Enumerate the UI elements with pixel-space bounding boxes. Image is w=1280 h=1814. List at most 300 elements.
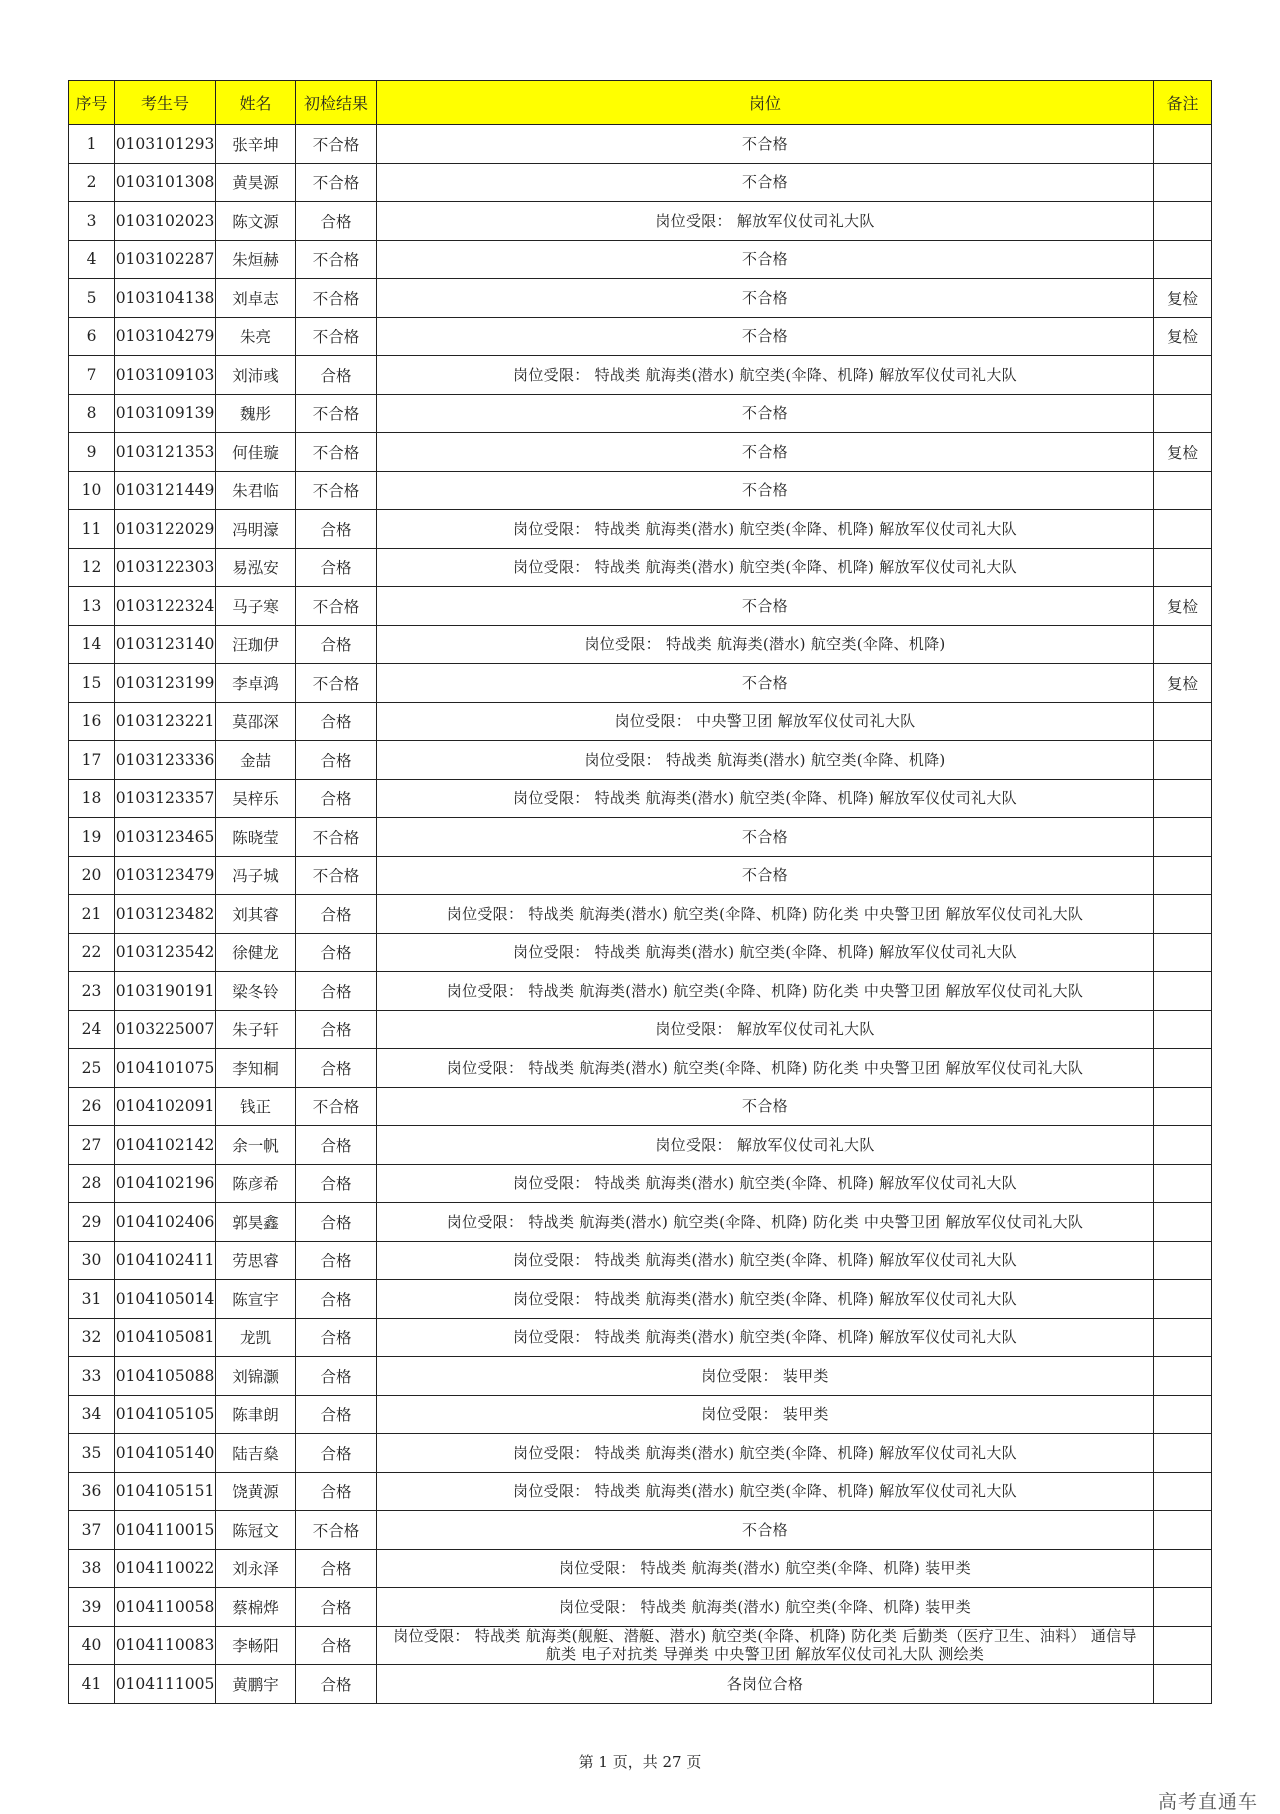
cell-note	[1154, 1049, 1212, 1088]
cell-post: 岗位受限： 特战类 航海类(潜水) 航空类(伞降、机降) 防化类 中央警卫团 解放军仪仗司礼大队	[377, 895, 1154, 934]
cell-note	[1154, 856, 1212, 895]
cell-post: 岗位受限： 特战类 航海类(潜水) 航空类(伞降、机降) 解放军仪仗司礼大队	[377, 1318, 1154, 1357]
cell-exam-id: 0104110083	[115, 1626, 216, 1665]
cell-exam-id: 0103225007	[115, 1010, 216, 1049]
cell-note	[1154, 1472, 1212, 1511]
cell-seq: 14	[69, 625, 115, 664]
header-result: 初检结果	[296, 81, 377, 125]
cell-seq: 12	[69, 548, 115, 587]
cell-name: 魏彤	[216, 394, 296, 433]
cell-note	[1154, 1511, 1212, 1550]
cell-seq: 39	[69, 1588, 115, 1627]
cell-note	[1154, 1087, 1212, 1126]
table-row	[69, 933, 1212, 972]
cell-post: 岗位受限： 特战类 航海类(舰艇、潜艇、潜水) 航空类(伞降、机降) 防化类 后勤类（医疗卫生、油料） 通信导航类 电子对抗类 导弹类 中央警卫团 解放军仪仗司礼大队 测绘类	[377, 1626, 1154, 1665]
cell-exam-id: 0103109103	[115, 356, 216, 395]
cell-note	[1154, 202, 1212, 241]
cell-name: 陈彦希	[216, 1164, 296, 1203]
cell-note: 复检	[1154, 279, 1212, 318]
cell-exam-id: 0103123465	[115, 818, 216, 857]
table-row	[69, 548, 1212, 587]
cell-note: 复检	[1154, 587, 1212, 626]
cell-note	[1154, 702, 1212, 741]
cell-name: 徐健龙	[216, 933, 296, 972]
table-row	[69, 972, 1212, 1011]
cell-result: 合格	[296, 702, 377, 741]
cell-exam-id: 0104102406	[115, 1203, 216, 1242]
cell-seq: 31	[69, 1280, 115, 1319]
cell-seq: 19	[69, 818, 115, 857]
cell-result: 不合格	[296, 317, 377, 356]
cell-name: 钱正	[216, 1087, 296, 1126]
cell-post: 岗位受限： 特战类 航海类(潜水) 航空类(伞降、机降) 装甲类	[377, 1549, 1154, 1588]
cell-seq: 27	[69, 1126, 115, 1165]
cell-post: 岗位受限： 特战类 航海类(潜水) 航空类(伞降、机降) 解放军仪仗司礼大队	[377, 1241, 1154, 1280]
cell-name: 陈冠文	[216, 1511, 296, 1550]
cell-exam-id: 0104101075	[115, 1049, 216, 1088]
table-row	[69, 702, 1212, 741]
table-row	[69, 1203, 1212, 1242]
cell-result: 合格	[296, 972, 377, 1011]
cell-result: 不合格	[296, 433, 377, 472]
cell-result: 合格	[296, 1472, 377, 1511]
cell-seq: 30	[69, 1241, 115, 1280]
cell-note	[1154, 1549, 1212, 1588]
cell-exam-id: 0103123199	[115, 664, 216, 703]
cell-name: 劳思睿	[216, 1241, 296, 1280]
cell-seq: 16	[69, 702, 115, 741]
cell-exam-id: 0104105151	[115, 1472, 216, 1511]
cell-note	[1154, 1280, 1212, 1319]
cell-note	[1154, 1010, 1212, 1049]
cell-post: 不合格	[377, 664, 1154, 703]
cell-note	[1154, 1126, 1212, 1165]
cell-note	[1154, 1395, 1212, 1434]
cell-result: 合格	[296, 1010, 377, 1049]
cell-note	[1154, 356, 1212, 395]
cell-exam-id: 0104111005	[115, 1665, 216, 1704]
cell-note	[1154, 625, 1212, 664]
cell-result: 合格	[296, 933, 377, 972]
cell-name: 马子寒	[216, 587, 296, 626]
cell-result: 合格	[296, 1395, 377, 1434]
cell-note	[1154, 895, 1212, 934]
table-body	[69, 125, 1212, 1704]
cell-result: 合格	[296, 356, 377, 395]
cell-result: 不合格	[296, 856, 377, 895]
cell-name: 朱君临	[216, 471, 296, 510]
cell-exam-id: 0103123479	[115, 856, 216, 895]
cell-note	[1154, 1203, 1212, 1242]
cell-exam-id: 0104102091	[115, 1087, 216, 1126]
table-row	[69, 1087, 1212, 1126]
table-row	[69, 1241, 1212, 1280]
cell-seq: 17	[69, 741, 115, 780]
page-number: 第 1 页，共 27 页	[578, 1753, 702, 1771]
cell-name: 饶黄源	[216, 1472, 296, 1511]
cell-result: 合格	[296, 1049, 377, 1088]
cell-name: 余一帆	[216, 1126, 296, 1165]
cell-name: 朱子轩	[216, 1010, 296, 1049]
cell-name: 龙凯	[216, 1318, 296, 1357]
cell-exam-id: 0103123221	[115, 702, 216, 741]
cell-result: 合格	[296, 625, 377, 664]
cell-exam-id: 0104105140	[115, 1434, 216, 1473]
cell-note	[1154, 1588, 1212, 1627]
cell-seq: 18	[69, 779, 115, 818]
cell-exam-id: 0104105081	[115, 1318, 216, 1357]
table-row	[69, 1357, 1212, 1396]
cell-note	[1154, 471, 1212, 510]
cell-exam-id: 0103101293	[115, 125, 216, 164]
table-row	[69, 1049, 1212, 1088]
cell-exam-id: 0103190191	[115, 972, 216, 1011]
cell-note	[1154, 163, 1212, 202]
cell-result: 不合格	[296, 818, 377, 857]
cell-name: 金喆	[216, 741, 296, 780]
cell-note	[1154, 510, 1212, 549]
cell-post: 不合格	[377, 1511, 1154, 1550]
header-post: 岗位	[377, 81, 1154, 125]
cell-name: 冯明濠	[216, 510, 296, 549]
cell-post: 不合格	[377, 394, 1154, 433]
cell-name: 李畅阳	[216, 1626, 296, 1665]
cell-post: 不合格	[377, 818, 1154, 857]
cell-seq: 13	[69, 587, 115, 626]
cell-note	[1154, 548, 1212, 587]
cell-result: 不合格	[296, 1087, 377, 1126]
cell-seq: 37	[69, 1511, 115, 1550]
cell-note	[1154, 1626, 1212, 1665]
cell-note	[1154, 394, 1212, 433]
cell-post: 岗位受限： 特战类 航海类(潜水) 航空类(伞降、机降) 装甲类	[377, 1588, 1154, 1627]
cell-post: 不合格	[377, 279, 1154, 318]
cell-exam-id: 0103122324	[115, 587, 216, 626]
cell-exam-id: 0103109139	[115, 394, 216, 433]
table-row	[69, 1588, 1212, 1627]
cell-seq: 4	[69, 240, 115, 279]
cell-name: 易泓安	[216, 548, 296, 587]
table-header-row	[69, 81, 1212, 125]
cell-result: 不合格	[296, 125, 377, 164]
cell-exam-id: 0104105014	[115, 1280, 216, 1319]
table-row	[69, 1164, 1212, 1203]
cell-post: 不合格	[377, 240, 1154, 279]
table-row	[69, 317, 1212, 356]
cell-seq: 11	[69, 510, 115, 549]
cell-exam-id: 0104110058	[115, 1588, 216, 1627]
cell-result: 不合格	[296, 240, 377, 279]
cell-name: 冯子城	[216, 856, 296, 895]
table-row	[69, 125, 1212, 164]
cell-seq: 6	[69, 317, 115, 356]
cell-note: 复检	[1154, 664, 1212, 703]
cell-post: 岗位受限： 装甲类	[377, 1395, 1154, 1434]
cell-name: 李卓鸿	[216, 664, 296, 703]
table-row	[69, 471, 1212, 510]
cell-seq: 21	[69, 895, 115, 934]
header-exam-id: 考生号	[115, 81, 216, 125]
cell-seq: 1	[69, 125, 115, 164]
cell-exam-id: 0104102196	[115, 1164, 216, 1203]
results-table-container	[68, 80, 1211, 1704]
watermark: 高考直通车	[1157, 1791, 1258, 1813]
table-row	[69, 1511, 1212, 1550]
cell-note	[1154, 1318, 1212, 1357]
table-row	[69, 202, 1212, 241]
table-row	[69, 1472, 1212, 1511]
header-seq: 序号	[69, 81, 115, 125]
cell-exam-id: 0104102411	[115, 1241, 216, 1280]
table-row	[69, 279, 1212, 318]
cell-seq: 33	[69, 1357, 115, 1396]
cell-note	[1154, 741, 1212, 780]
cell-exam-id: 0103123542	[115, 933, 216, 972]
cell-result: 不合格	[296, 471, 377, 510]
cell-note	[1154, 1164, 1212, 1203]
cell-exam-id: 0103123357	[115, 779, 216, 818]
cell-result: 合格	[296, 779, 377, 818]
cell-seq: 3	[69, 202, 115, 241]
table-row	[69, 625, 1212, 664]
cell-post: 岗位受限： 解放军仪仗司礼大队	[377, 202, 1154, 241]
cell-post: 岗位受限： 特战类 航海类(潜水) 航空类(伞降、机降)	[377, 625, 1154, 664]
cell-name: 郭昊鑫	[216, 1203, 296, 1242]
cell-seq: 32	[69, 1318, 115, 1357]
cell-result: 合格	[296, 202, 377, 241]
cell-seq: 7	[69, 356, 115, 395]
cell-name: 陈聿朗	[216, 1395, 296, 1434]
cell-seq: 25	[69, 1049, 115, 1088]
cell-name: 张辛坤	[216, 125, 296, 164]
table-row	[69, 356, 1212, 395]
cell-seq: 2	[69, 163, 115, 202]
cell-post: 不合格	[377, 317, 1154, 356]
cell-exam-id: 0104102142	[115, 1126, 216, 1165]
cell-post: 岗位受限： 特战类 航海类(潜水) 航空类(伞降、机降) 解放军仪仗司礼大队	[377, 1280, 1154, 1319]
cell-note	[1154, 972, 1212, 1011]
cell-result: 合格	[296, 1434, 377, 1473]
cell-name: 刘卓志	[216, 279, 296, 318]
cell-seq: 23	[69, 972, 115, 1011]
cell-note	[1154, 1434, 1212, 1473]
cell-post: 岗位受限： 中央警卫团 解放军仪仗司礼大队	[377, 702, 1154, 741]
cell-seq: 41	[69, 1665, 115, 1704]
cell-seq: 15	[69, 664, 115, 703]
cell-name: 汪珈伊	[216, 625, 296, 664]
cell-result: 合格	[296, 1126, 377, 1165]
cell-name: 刘永泽	[216, 1549, 296, 1588]
cell-name: 陈宣宇	[216, 1280, 296, 1319]
cell-result: 合格	[296, 1241, 377, 1280]
cell-name: 朱烜赫	[216, 240, 296, 279]
cell-name: 黄昊源	[216, 163, 296, 202]
cell-post: 岗位受限： 特战类 航海类(潜水) 航空类(伞降、机降) 解放军仪仗司礼大队	[377, 1434, 1154, 1473]
cell-exam-id: 0103101308	[115, 163, 216, 202]
cell-name: 陆吉燊	[216, 1434, 296, 1473]
cell-exam-id: 0104110022	[115, 1549, 216, 1588]
table-row	[69, 1549, 1212, 1588]
cell-post: 岗位受限： 特战类 航海类(潜水) 航空类(伞降、机降) 解放军仪仗司礼大队	[377, 1164, 1154, 1203]
cell-post: 岗位受限： 特战类 航海类(潜水) 航空类(伞降、机降) 解放军仪仗司礼大队	[377, 548, 1154, 587]
cell-exam-id: 0103122303	[115, 548, 216, 587]
cell-result: 合格	[296, 1588, 377, 1627]
table-row	[69, 1280, 1212, 1319]
cell-post: 不合格	[377, 125, 1154, 164]
cell-note	[1154, 779, 1212, 818]
cell-note: 复检	[1154, 433, 1212, 472]
table-row	[69, 856, 1212, 895]
cell-name: 李知桐	[216, 1049, 296, 1088]
cell-post: 岗位受限： 特战类 航海类(潜水) 航空类(伞降、机降) 解放军仪仗司礼大队	[377, 779, 1154, 818]
cell-result: 不合格	[296, 1511, 377, 1550]
cell-post: 不合格	[377, 163, 1154, 202]
cell-name: 陈文源	[216, 202, 296, 241]
cell-post: 岗位受限： 解放军仪仗司礼大队	[377, 1010, 1154, 1049]
cell-result: 合格	[296, 1549, 377, 1588]
cell-seq: 8	[69, 394, 115, 433]
cell-name: 梁冬铃	[216, 972, 296, 1011]
cell-name: 刘其睿	[216, 895, 296, 934]
table-row	[69, 587, 1212, 626]
cell-name: 陈晓莹	[216, 818, 296, 857]
cell-result: 合格	[296, 1626, 377, 1665]
table-row	[69, 1395, 1212, 1434]
cell-result: 合格	[296, 1357, 377, 1396]
cell-post: 各岗位合格	[377, 1665, 1154, 1704]
cell-exam-id: 0103104138	[115, 279, 216, 318]
cell-result: 合格	[296, 510, 377, 549]
cell-seq: 40	[69, 1626, 115, 1665]
table-row	[69, 1665, 1212, 1704]
table-row	[69, 1318, 1212, 1357]
cell-result: 不合格	[296, 163, 377, 202]
cell-post: 岗位受限： 装甲类	[377, 1357, 1154, 1396]
table-row	[69, 433, 1212, 472]
cell-post: 不合格	[377, 856, 1154, 895]
table-row	[69, 394, 1212, 433]
cell-post: 岗位受限： 特战类 航海类(潜水) 航空类(伞降、机降) 防化类 中央警卫团 解放军仪仗司礼大队	[377, 1049, 1154, 1088]
cell-note	[1154, 818, 1212, 857]
cell-post: 岗位受限： 特战类 航海类(潜水) 航空类(伞降、机降) 解放军仪仗司礼大队	[377, 356, 1154, 395]
table-row	[69, 895, 1212, 934]
cell-post: 岗位受限： 特战类 航海类(潜水) 航空类(伞降、机降) 解放军仪仗司礼大队	[377, 1472, 1154, 1511]
table-row	[69, 240, 1212, 279]
cell-seq: 20	[69, 856, 115, 895]
cell-result: 不合格	[296, 587, 377, 626]
cell-note	[1154, 1357, 1212, 1396]
cell-post: 岗位受限： 特战类 航海类(潜水) 航空类(伞降、机降) 防化类 中央警卫团 解放军仪仗司礼大队	[377, 1203, 1154, 1242]
cell-seq: 24	[69, 1010, 115, 1049]
cell-name: 何佳璇	[216, 433, 296, 472]
cell-name: 刘锦灏	[216, 1357, 296, 1396]
cell-seq: 36	[69, 1472, 115, 1511]
cell-post: 岗位受限： 特战类 航海类(潜水) 航空类(伞降、机降) 解放军仪仗司礼大队	[377, 933, 1154, 972]
cell-exam-id: 0103102023	[115, 202, 216, 241]
cell-result: 合格	[296, 1318, 377, 1357]
cell-exam-id: 0103122029	[115, 510, 216, 549]
cell-seq: 5	[69, 279, 115, 318]
table-row	[69, 1126, 1212, 1165]
header-note: 备注	[1154, 81, 1212, 125]
cell-note	[1154, 1665, 1212, 1704]
table-row	[69, 1010, 1212, 1049]
cell-exam-id: 0103123336	[115, 741, 216, 780]
cell-exam-id: 0103121449	[115, 471, 216, 510]
page-footer	[0, 1751, 1280, 1772]
table-row	[69, 664, 1212, 703]
cell-seq: 10	[69, 471, 115, 510]
table-row	[69, 1626, 1212, 1665]
cell-post: 不合格	[377, 433, 1154, 472]
cell-seq: 34	[69, 1395, 115, 1434]
cell-result: 合格	[296, 1203, 377, 1242]
cell-exam-id: 0103104279	[115, 317, 216, 356]
cell-post: 不合格	[377, 587, 1154, 626]
cell-result: 不合格	[296, 279, 377, 318]
cell-post: 不合格	[377, 471, 1154, 510]
cell-exam-id: 0104105088	[115, 1357, 216, 1396]
table-row	[69, 163, 1212, 202]
cell-post: 岗位受限： 特战类 航海类(潜水) 航空类(伞降、机降) 防化类 中央警卫团 解放军仪仗司礼大队	[377, 972, 1154, 1011]
cell-post: 岗位受限： 特战类 航海类(潜水) 航空类(伞降、机降) 解放军仪仗司礼大队	[377, 510, 1154, 549]
cell-note	[1154, 933, 1212, 972]
header-name: 姓名	[216, 81, 296, 125]
cell-result: 不合格	[296, 394, 377, 433]
cell-name: 蔡棉烨	[216, 1588, 296, 1627]
cell-result: 合格	[296, 895, 377, 934]
table-row	[69, 1434, 1212, 1473]
cell-exam-id: 0103123482	[115, 895, 216, 934]
cell-post: 不合格	[377, 1087, 1154, 1126]
cell-note	[1154, 1241, 1212, 1280]
cell-seq: 22	[69, 933, 115, 972]
cell-seq: 9	[69, 433, 115, 472]
table-row	[69, 779, 1212, 818]
cell-result: 合格	[296, 1280, 377, 1319]
table-row	[69, 818, 1212, 857]
cell-result: 合格	[296, 741, 377, 780]
cell-seq: 26	[69, 1087, 115, 1126]
cell-name: 莫邵深	[216, 702, 296, 741]
cell-seq: 28	[69, 1164, 115, 1203]
cell-name: 刘沛彧	[216, 356, 296, 395]
cell-exam-id: 0104105105	[115, 1395, 216, 1434]
cell-post: 岗位受限： 解放军仪仗司礼大队	[377, 1126, 1154, 1165]
cell-name: 黄鹏宇	[216, 1665, 296, 1704]
cell-result: 合格	[296, 1164, 377, 1203]
cell-name: 吴梓乐	[216, 779, 296, 818]
cell-exam-id: 0103123140	[115, 625, 216, 664]
cell-exam-id: 0103102287	[115, 240, 216, 279]
cell-result: 合格	[296, 1665, 377, 1704]
cell-post: 岗位受限： 特战类 航海类(潜水) 航空类(伞降、机降)	[377, 741, 1154, 780]
cell-seq: 35	[69, 1434, 115, 1473]
cell-note	[1154, 125, 1212, 164]
cell-name: 朱亮	[216, 317, 296, 356]
cell-result: 合格	[296, 548, 377, 587]
cell-exam-id: 0104110015	[115, 1511, 216, 1550]
cell-result: 不合格	[296, 664, 377, 703]
cell-note	[1154, 240, 1212, 279]
table-row	[69, 741, 1212, 780]
results-table	[68, 80, 1212, 1704]
cell-exam-id: 0103121353	[115, 433, 216, 472]
cell-seq: 38	[69, 1549, 115, 1588]
cell-note: 复检	[1154, 317, 1212, 356]
table-row	[69, 510, 1212, 549]
cell-seq: 29	[69, 1203, 115, 1242]
